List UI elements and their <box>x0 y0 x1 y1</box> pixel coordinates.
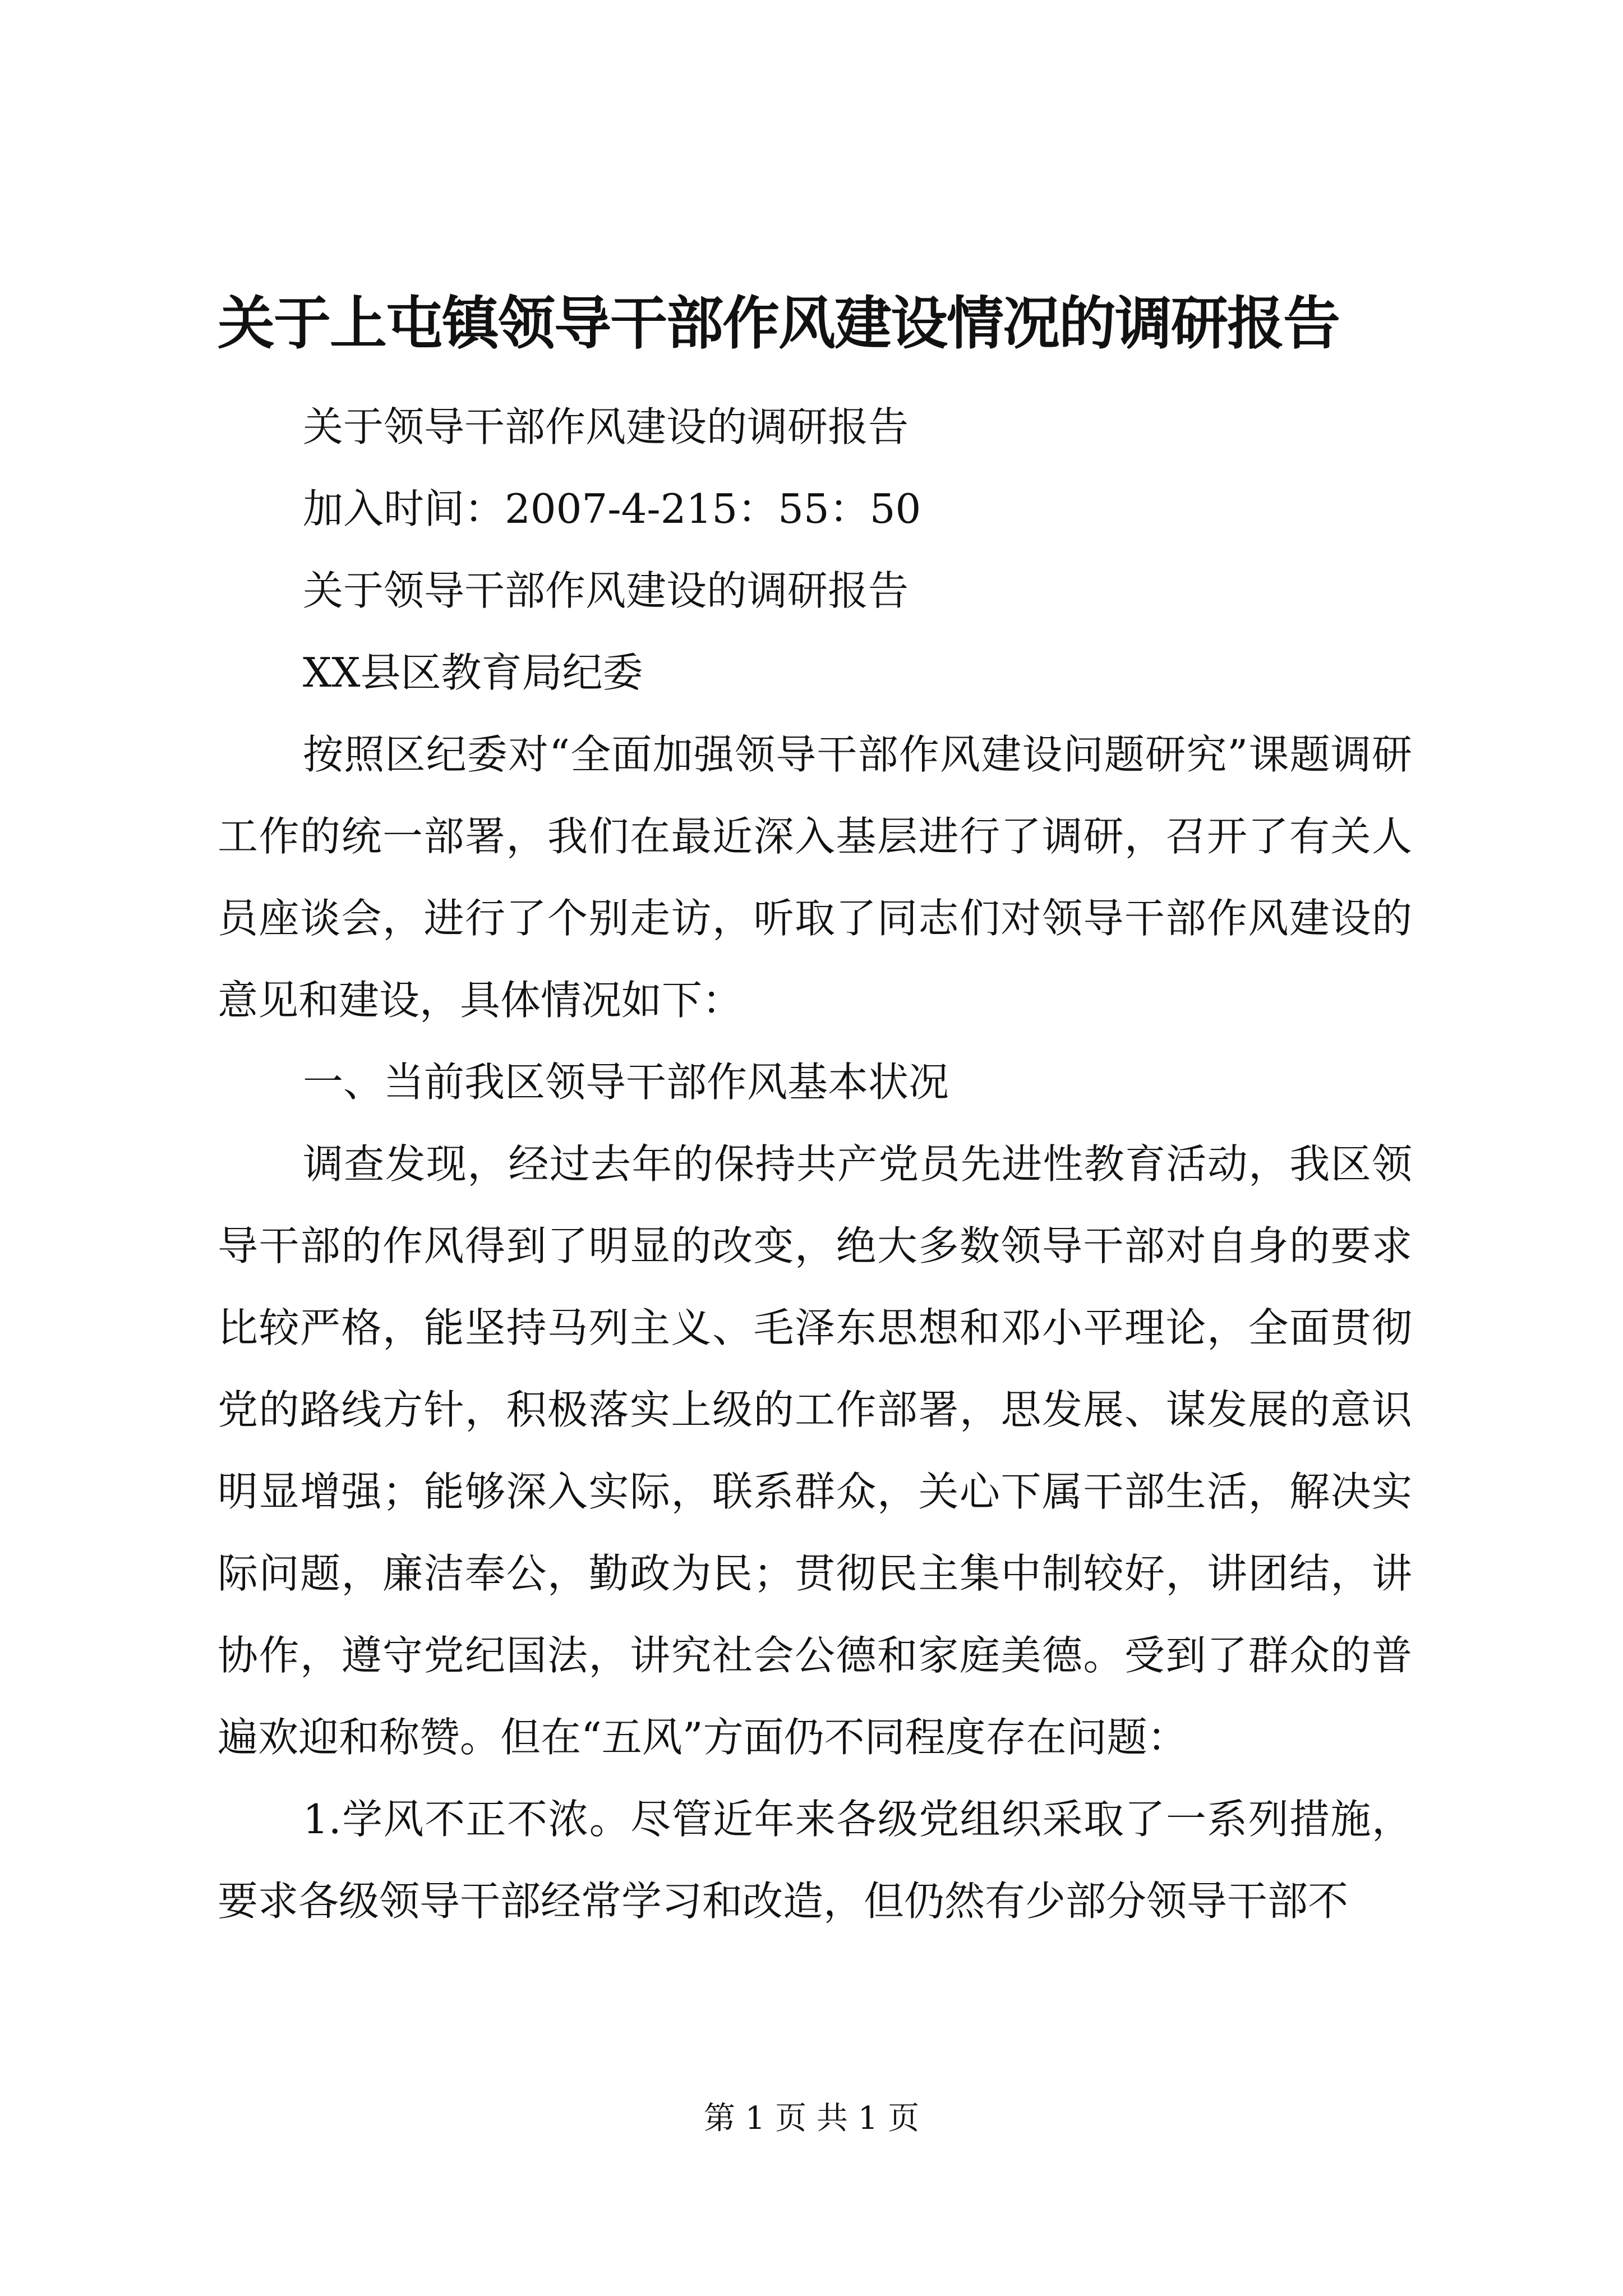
paragraph-point-1: 1.学风不正不浓。尽管近年来各级党组织采取了一系列措施，要求各级领导干部经常学习和改造，但仍然有少部分领导干部不 <box>218 1796 1412 1925</box>
document-title: 关于上屯镇领导干部作风建设情况的调研报告 <box>218 290 1339 357</box>
paragraph-intro: 按照区纪委对“全面加强领导干部作风建设问题研究”课题调研工作的统一部署，我们在最近深入基层进行了调研，召开了有关人员座谈会，进行了个别走访，听取了同志们对领导干部作风建设的意见和建设，具体情况如下： <box>218 731 1412 1024</box>
paragraph-section-heading: 一、当前我区领导干部作风基本状况 <box>303 1059 949 1106</box>
paragraph-subtitle: 关于领导干部作风建设的调研报告 <box>303 403 909 450</box>
document-body <box>218 386 1412 1942</box>
paragraph-subtitle-repeat: 关于领导干部作风建设的调研报告 <box>303 567 909 614</box>
paragraph-findings: 调查发现，经过去年的保持共产党员先进性教育活动，我区领导干部的作风得到了明显的改变，绝大多数领导干部对自身的要求比较严格，能坚持马列主义、毛泽东思想和邓小平理论，全面贯彻党的路线方针，积极落实上级的工作部署，思发展、谋发展的意识明显增强；能够深入实际，联系群众，关心下属干部生活，解决实际问题，廉洁奉公，勤政为民；贯彻民主集中制较好，讲团结，讲协作，遵守党纪国法，讲究社会公德和家庭美德。受到了群众的普遍欢迎和称赞。但在“五风”方面仍不同程度存在问题： <box>218 1140 1412 1761</box>
page-footer: 第 1 页 共 1 页 <box>703 2100 920 2137</box>
paragraph-timestamp: 加入时间：2007-4-215：55：50 <box>303 485 921 532</box>
paragraph-author: XX县区教育局纪委 <box>303 649 643 696</box>
